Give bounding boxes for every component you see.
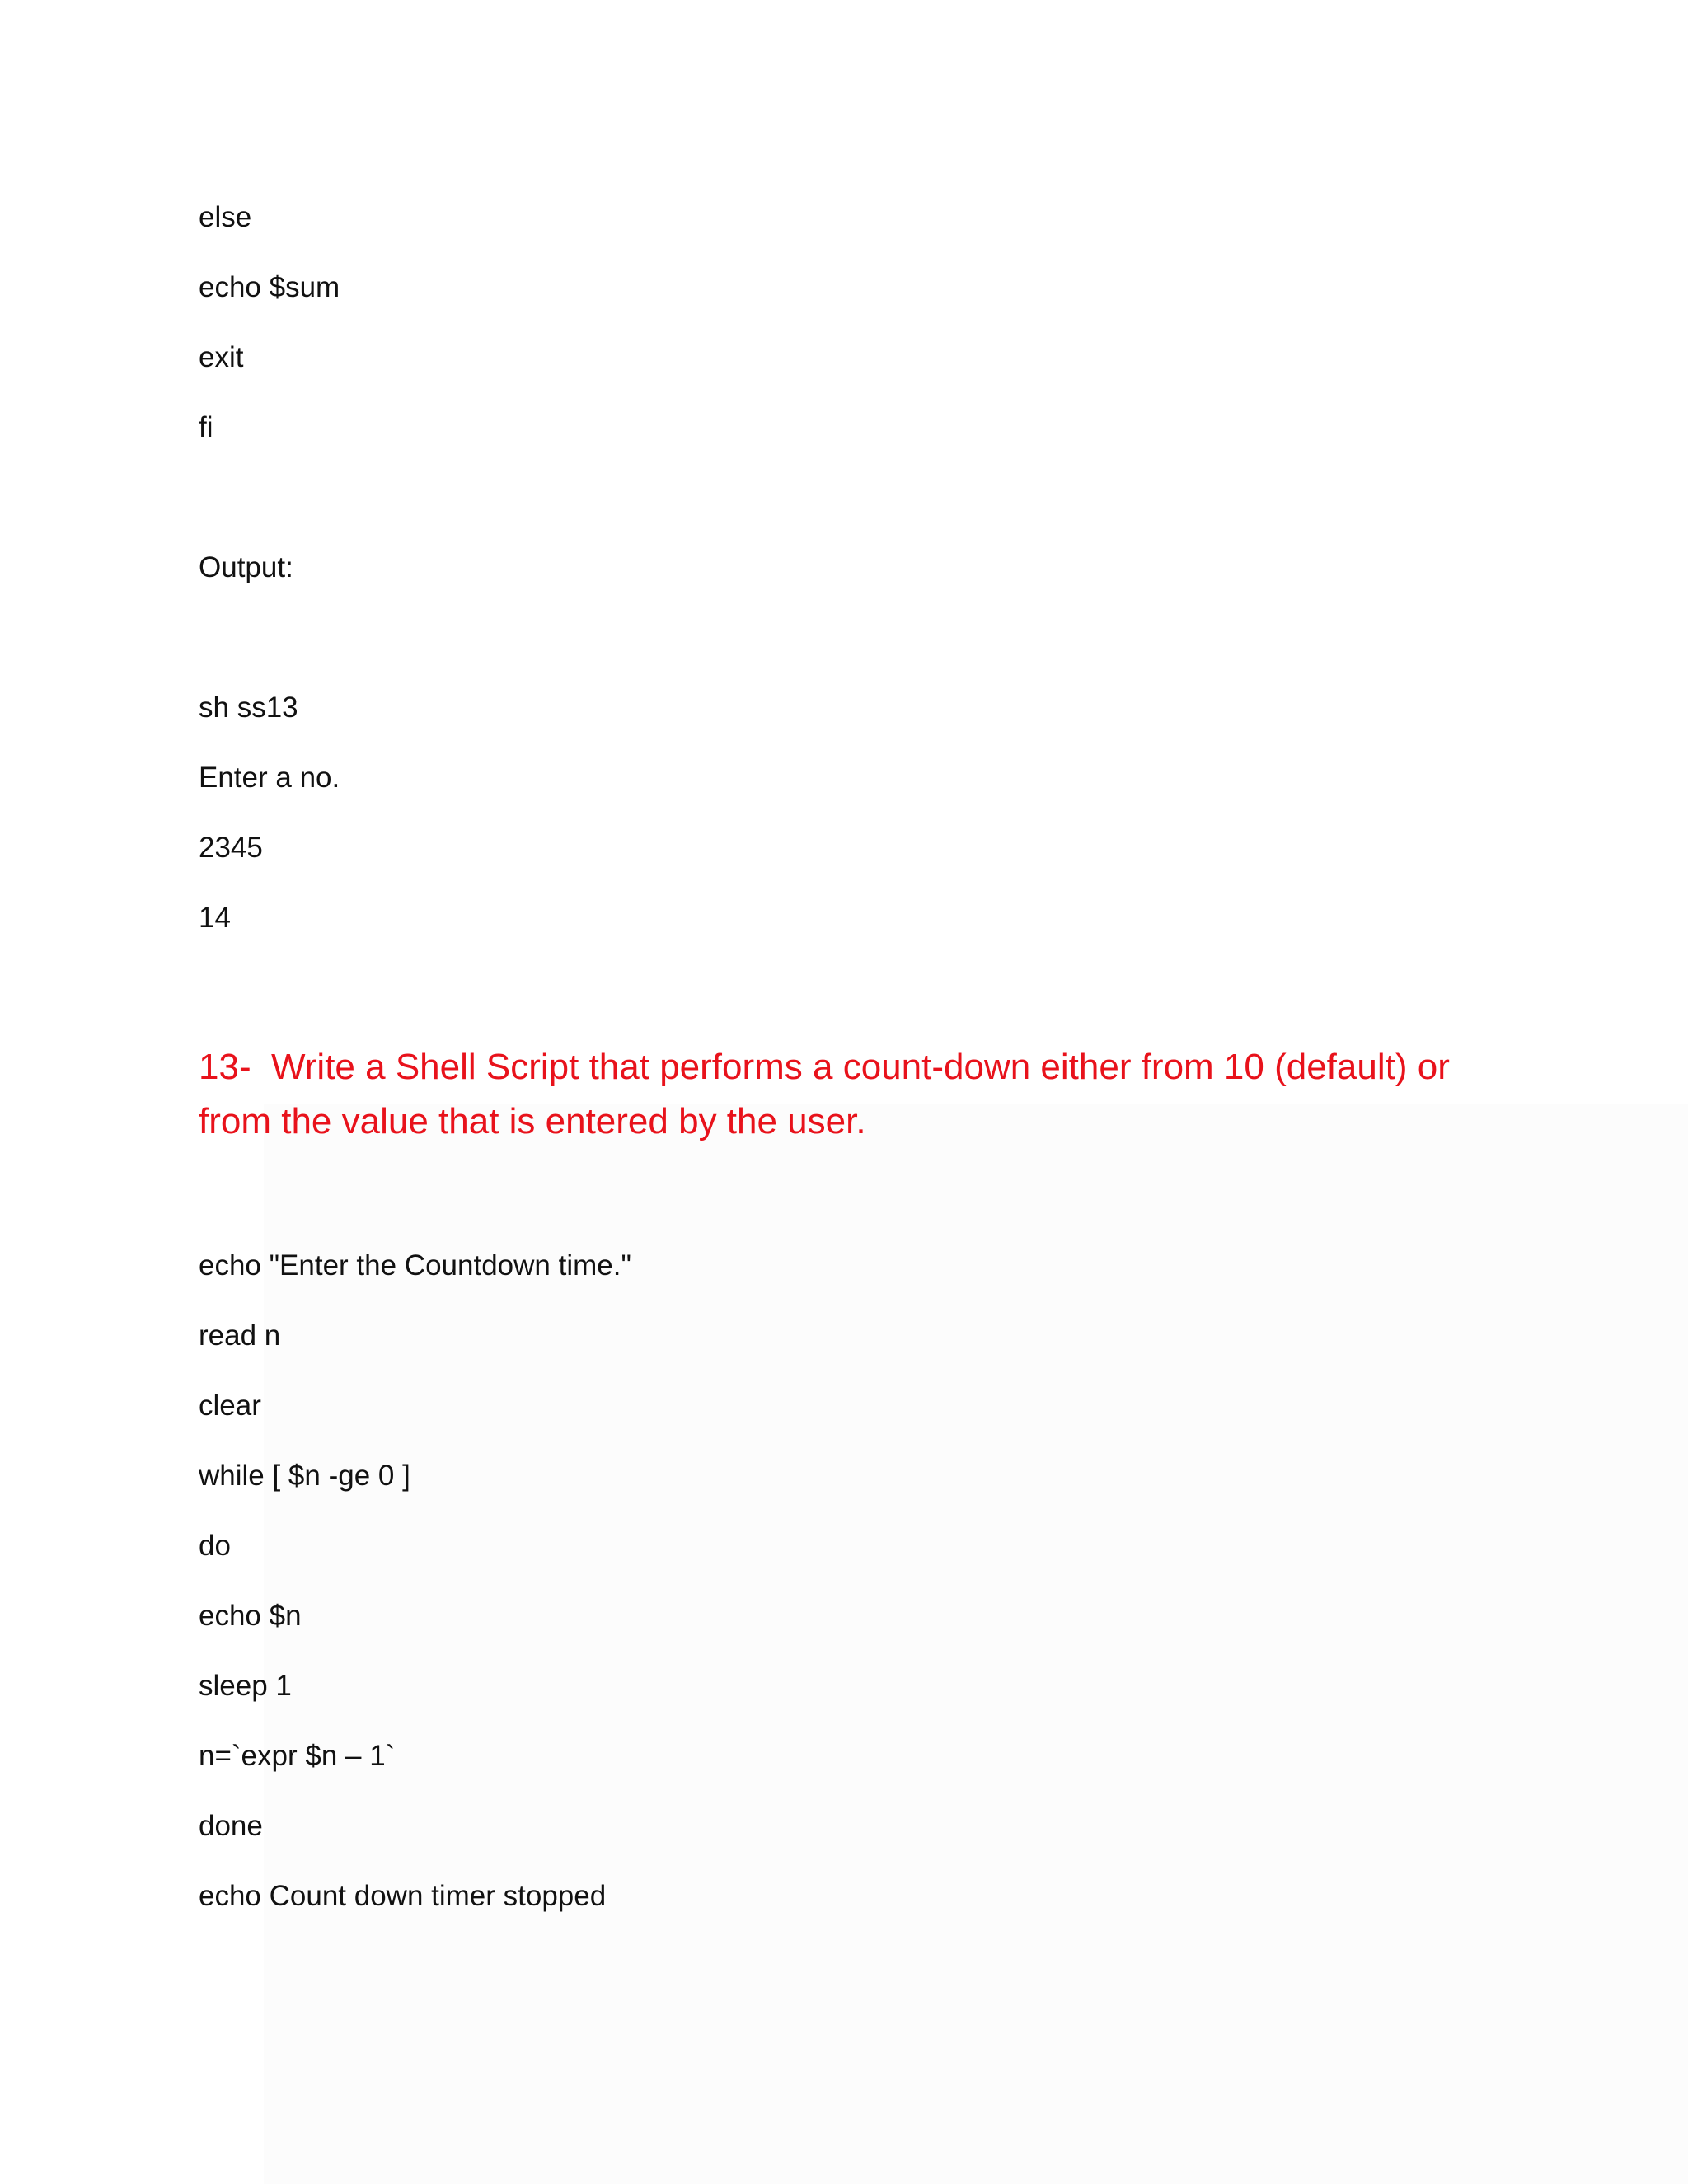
- script-line: do: [199, 1530, 231, 1562]
- script-line: echo $n: [199, 1600, 302, 1632]
- script-line: while [ $n -ge 0 ]: [199, 1460, 410, 1492]
- code-line: exit: [199, 341, 244, 373]
- script-line: clear: [199, 1390, 261, 1422]
- output-line: 2345: [199, 832, 263, 864]
- code-line: echo $sum: [199, 271, 340, 303]
- heading-line: 13- Write a Shell Script that performs a count-down either from 10 (default) or: [199, 1047, 1450, 1087]
- script-line: read n: [199, 1319, 281, 1352]
- heading-line: from the value that is entered by the user.: [199, 1101, 866, 1141]
- script-line: n=`expr $n – 1`: [199, 1740, 396, 1772]
- script-line: sleep 1: [199, 1670, 292, 1702]
- output-line: Enter a no.: [199, 762, 340, 794]
- code-line: else: [199, 201, 252, 233]
- code-line: fi: [199, 411, 213, 443]
- output-line: sh ss13: [199, 691, 298, 724]
- script-line: echo Count down timer stopped: [199, 1880, 607, 1912]
- output-label: Output:: [199, 551, 293, 583]
- script-line: done: [199, 1810, 263, 1842]
- output-line: 14: [199, 902, 231, 934]
- question-heading: [199, 1040, 1484, 1149]
- script-line: echo "Enter the Countdown time.": [199, 1249, 631, 1282]
